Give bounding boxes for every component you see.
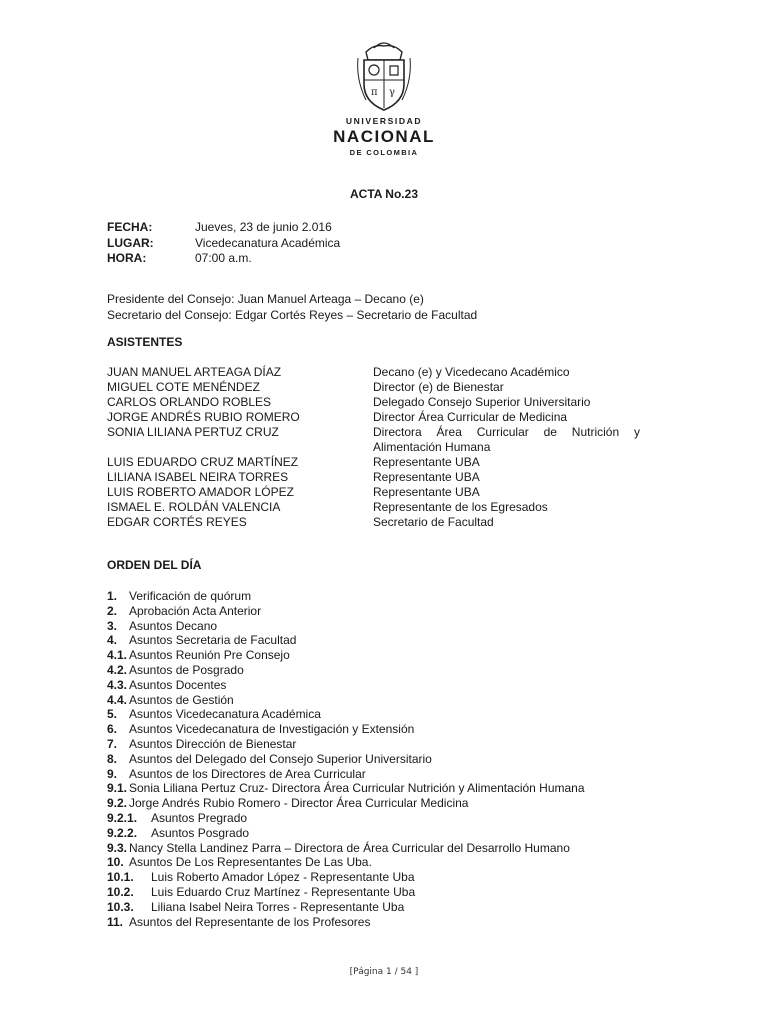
agenda-item (107, 752, 585, 767)
meta-value: Jueves, 23 de junio 2.016 (195, 220, 332, 234)
agenda-text: Asuntos de Gestión (129, 692, 234, 707)
agenda-number: 10.3. (107, 899, 134, 914)
agenda-item (107, 633, 585, 648)
logo-line-universidad: UNIVERSIDAD (345, 116, 423, 126)
attendee-role: Director (e) de Bienestar (373, 380, 504, 394)
attendee-role: Decano (e) y Vicedecano Académico (373, 365, 570, 379)
agenda-text: Jorge Andrés Rubio Romero - Director Área Curricular Medicina (129, 796, 469, 811)
attendee-role: Representante UBA (373, 470, 480, 484)
attendee-row (107, 500, 647, 515)
agenda-number: 11. (107, 914, 124, 929)
attendee-name: CARLOS ORLANDO ROBLES (107, 395, 272, 409)
agenda-item (107, 855, 585, 870)
attendee-role: Director Área Curricular de Medicina (373, 410, 568, 424)
meta-row-hora (107, 251, 340, 267)
agenda-text: Liliana Isabel Neira Torres - Representante Uba (151, 899, 405, 914)
attendee-name-empty (107, 440, 373, 455)
agenda-number: 5. (107, 707, 118, 722)
agenda-item (107, 707, 585, 722)
agenda-text: Asuntos del Representante de los Profesores (129, 914, 371, 929)
agenda-number: 9.2. (107, 796, 128, 811)
agenda-item (107, 870, 585, 885)
attendee-role: Delegado Consejo Superior Universitario (373, 395, 591, 409)
attendee-name: LILIANA ISABEL NEIRA TORRES (107, 470, 289, 484)
attendees-list (107, 365, 647, 530)
agenda-text: Asuntos Secretaria de Facultad (129, 633, 297, 648)
agenda-item (107, 722, 585, 737)
agenda-number: 8. (107, 751, 118, 766)
agenda-number: 7. (107, 736, 118, 751)
meta-value: Vicedecanatura Académica (195, 235, 341, 250)
agenda-number: 1. (107, 589, 118, 603)
attendee-name: MIGUEL COTE MENÉNDEZ (107, 380, 260, 394)
attendee-name: JUAN MANUEL ARTEAGA DÍAZ (107, 365, 282, 379)
agenda-number: 4.4. (107, 692, 128, 707)
agenda-item (107, 781, 585, 796)
council-officers (107, 291, 477, 323)
agenda-number: 6. (107, 722, 118, 737)
agenda-number: 4.2. (107, 662, 128, 677)
agenda-heading: ORDEN DEL DÍA (107, 558, 202, 572)
attendee-role: Representante UBA (373, 455, 480, 469)
document-title: ACTA No.23 (349, 187, 418, 201)
agenda-item (107, 648, 585, 663)
agenda-item (107, 811, 585, 826)
agenda-item (107, 841, 585, 856)
agenda-text: Asuntos Decano (129, 618, 218, 633)
attendee-row (107, 485, 647, 500)
attendee-name: SONIA LILIANA PERTUZ CRUZ (107, 425, 279, 439)
attendee-role: Representante de los Egresados (373, 500, 548, 514)
agenda-text: Asuntos del Delegado del Consejo Superior Universitario (129, 751, 432, 766)
attendee-row (107, 425, 647, 440)
svg-text:π: π (371, 87, 378, 98)
agenda-text: Asuntos Docentes (129, 677, 227, 692)
agenda-number: 10. (107, 855, 124, 870)
agenda-text: Asuntos Vicedecanatura de Investigación y Extensión (129, 722, 415, 737)
attendee-row (107, 470, 647, 485)
agenda-text: Asuntos Dirección de Bienestar (129, 736, 297, 751)
attendee-name: LUIS EDUARDO CRUZ MARTÍNEZ (107, 455, 299, 469)
attendee-name: LUIS ROBERTO AMADOR LÓPEZ (107, 485, 294, 499)
agenda-number: 9. (107, 766, 118, 781)
agenda-text: Luis Roberto Amador López - Representante Uba (151, 870, 415, 885)
university-logo (0, 40, 768, 157)
agenda-text: Asuntos Reunión Pre Consejo (129, 648, 290, 663)
attendee-row (107, 455, 647, 470)
attendee-row (107, 515, 647, 530)
council-president: Presidente del Consejo: Juan Manuel Arteaga – Decano (e) (107, 292, 424, 306)
agenda-item (107, 915, 585, 930)
logo-line-de-colombia: DE COLOMBIA (349, 148, 419, 157)
attendee-name: EDGAR CORTÉS REYES (107, 515, 247, 529)
agenda-number: 9.1. (107, 781, 128, 796)
agenda-number: 10.1. (107, 870, 134, 885)
agenda-number: 4. (107, 633, 118, 648)
attendee-row (107, 380, 647, 395)
attendee-row-continued (107, 440, 647, 455)
agenda-item (107, 796, 585, 811)
agenda-item (107, 885, 585, 900)
agenda-item (107, 663, 585, 678)
agenda-number: 9.2.2. (107, 825, 138, 840)
meta-key: LUGAR: (107, 235, 154, 250)
agenda-text: Aprobación Acta Anterior (129, 603, 262, 618)
agenda-number: 4.3. (107, 677, 128, 692)
page-footer: [Página 1 / 54 ] (349, 967, 419, 977)
agenda-text: Asuntos De Los Representantes De Las Uba. (129, 855, 372, 870)
meta-row-lugar (107, 236, 340, 252)
attendee-name: ISMAEL E. ROLDÁN VALENCIA (107, 500, 281, 514)
agenda-item (107, 604, 585, 619)
agenda-item (107, 693, 585, 708)
agenda-item (107, 826, 585, 841)
agenda-text: Sonia Liliana Pertuz Cruz- Directora Área Curricular Nutrición y Alimentación Humana (129, 781, 585, 796)
attendee-row (107, 395, 647, 410)
agenda-item (107, 737, 585, 752)
agenda-text: Asuntos Vicedecanatura Académica (129, 707, 321, 722)
agenda-number: 4.1. (107, 648, 128, 663)
attendee-role: Secretario de Facultad (373, 515, 494, 529)
attendee-role-continued: Alimentación Humana (373, 440, 491, 454)
meta-row-fecha (107, 220, 340, 236)
agenda-number: 3. (107, 618, 118, 633)
agenda-item (107, 900, 585, 915)
agenda-text: Luis Eduardo Cruz Martínez - Representante Uba (151, 884, 416, 899)
council-secretary: Secretario del Consejo: Edgar Cortés Reyes – Secretario de Facultad (107, 308, 478, 322)
meta-key: FECHA: (107, 220, 153, 234)
agenda-text: Verificación de quórum (129, 589, 252, 603)
svg-text:γ: γ (389, 87, 395, 98)
logo-line-nacional: NACIONAL (333, 127, 435, 146)
agenda-item (107, 619, 585, 634)
agenda-text: Asuntos de los Directores de Area Curricular (129, 766, 366, 781)
attendees-heading: ASISTENTES (107, 335, 183, 349)
agenda-number: 10.2. (107, 884, 134, 899)
attendee-row (107, 410, 647, 425)
agenda-number: 9.3. (107, 840, 128, 855)
agenda-list (107, 589, 585, 929)
meta-value: 07:00 a.m. (195, 251, 252, 265)
agenda-item (107, 589, 585, 604)
agenda-item (107, 767, 585, 782)
agenda-text: Nancy Stella Landinez Parra – Directora de Área Curricular del Desarrollo Humano (129, 840, 570, 855)
attendee-role: Representante UBA (373, 485, 480, 499)
agenda-text: Asuntos Posgrado (151, 825, 250, 840)
attendee-name: JORGE ANDRÉS RUBIO ROMERO (107, 410, 300, 424)
agenda-number: 2. (107, 603, 118, 618)
attendee-row (107, 365, 647, 380)
meeting-details (107, 220, 340, 267)
agenda-number: 9.2.1. (107, 810, 138, 825)
meta-key: HORA: (107, 251, 147, 265)
agenda-text: Asuntos de Posgrado (129, 662, 244, 677)
university-seal-icon (356, 40, 412, 112)
agenda-text: Asuntos Pregrado (151, 810, 248, 825)
attendee-role: Directora Área Curricular de Nutrición y (373, 425, 640, 439)
agenda-item (107, 678, 585, 693)
